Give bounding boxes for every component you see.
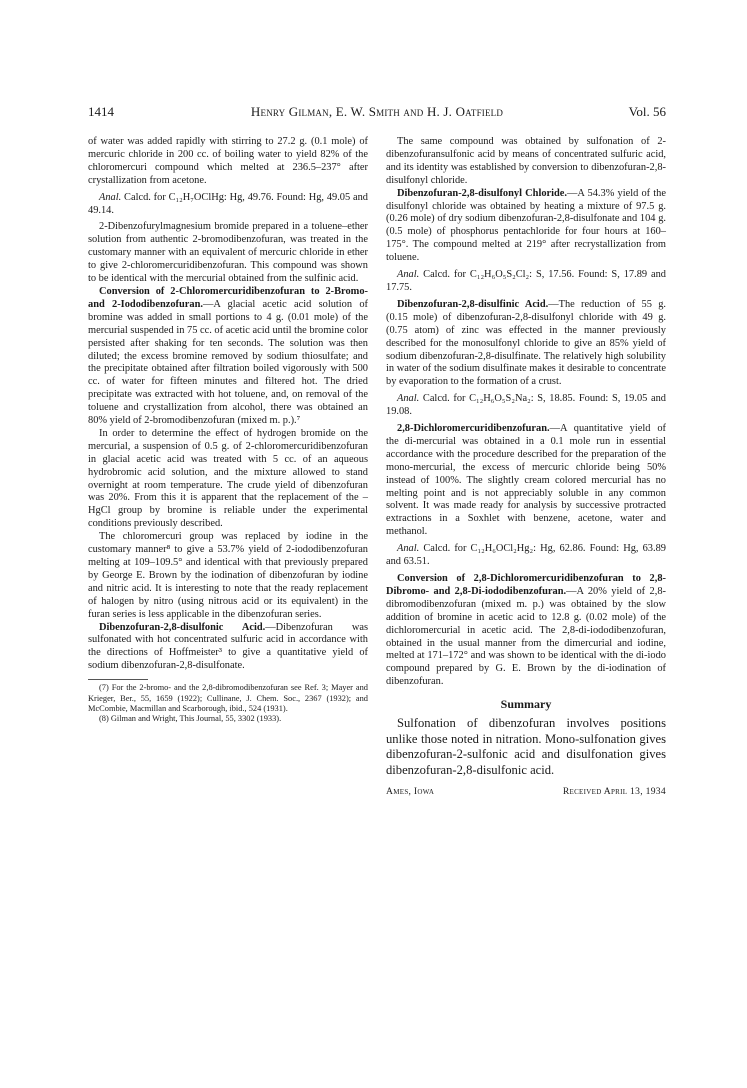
footnote-7: (7) For the 2-bromo- and the 2,8-dibromodibenzofuran see Ref. 3; Mayer and Krieger, Ber., 55, 1659 (1922); Cullinane, J. Chem. Soc., 2367 (1932); and McCombie, Macmillan and Scarborough, ibid., 524 (1931). bbox=[88, 683, 368, 713]
section-paragraph bbox=[386, 299, 666, 389]
paragraph: 2-Dibenzofurylmagnesium bromide prepared in a toluene–ether solution from authentic 2-bromodibenzofuran, was treated in the customary manner with an equivalent of mercuric chloride in ether to give 2-chloromercuridibenzofuran. This compound was shown to be identical with the mercurial obtained from the sulfinic acid. bbox=[88, 221, 368, 285]
paragraph: The chloromercuri group was replaced by iodine in the customary manner⁸ to give a 53.7% yield of 2-iododibenzofuran melting at 109–109.5° and identical with that previously prepared by George E. Brown by the iodination of dibenzofuran by iodine and nitric acid. It is interesting to note that the ready replacement of halogen by nitro (using nitrous acid or its equivalent) in the furan series is less applicable in the dibenzofuran series. bbox=[88, 531, 368, 620]
running-head-authors: Henry Gilman, E. W. Smith and H. J. Oatfield bbox=[250, 104, 504, 119]
left-column bbox=[88, 136, 368, 725]
section-heading: Conversion of 2-Chloromercuridibenzofuran to 2-Bromo- and 2-Iododibenzofuran. bbox=[88, 285, 368, 310]
summary-text: Sulfonation of dibenzofuran involves positions unlike those noted in nitration. Mono-sulfonation gives dibenzofuran-2-sulfonic acid and disulfonation gives dibenzofuran-2,8-disulfonic acid. bbox=[386, 716, 666, 777]
running-header bbox=[88, 104, 666, 120]
section-text: —A 20% yield of 2,8-dibromodibenzofuran (mixed m. p.) was obtained by the slow addition of bromine in acetic acid to 12.8 g. (0.02 mole) of the dichloromercurial in acetic acid. The 2,8-di-iododibenzofuran, obtained in the usual manner from the dimercurial and iodine, melted at 171–172° and was shown to be identical with the di-iodo compound prepared by G. E. Brown by the di-iodination of dibenzofuran. bbox=[386, 585, 667, 688]
analysis-text: Calcd. for C₁₂H₆O₅S₂Cl₂: S, 17.56. Found: S, 17.89 and 17.75. bbox=[386, 269, 666, 293]
section-heading: Dibenzofuran-2,8-disulfonyl Chloride. bbox=[397, 187, 568, 199]
article-footer bbox=[386, 786, 666, 799]
paragraph: The same compound was obtained by sulfonation of 2-dibenzofuransulfonic acid by means of concentrated sulfuric acid, and its identity was established by conversion to dibenzofuran-2,8-disulfonyl chloride. bbox=[386, 136, 666, 186]
analysis-paragraph bbox=[386, 269, 666, 295]
volume-number: Vol. 56 bbox=[628, 104, 666, 119]
analysis-paragraph bbox=[88, 192, 368, 218]
summary-heading: Summary bbox=[500, 697, 552, 712]
section-text: —Dibenzofuran was sulfonated with hot concentrated sulfuric acid in accordance with the directions of Hoffmeister³ to give a quantitative yield of sodium dibenzofuran-2,8-disulfonate. bbox=[88, 621, 368, 672]
location: Ames, Iowa bbox=[386, 786, 435, 798]
footnote-8: (8) Gilman and Wright, This Journal, 55, 3302 (1933). bbox=[99, 714, 282, 724]
section-heading: Dibenzofuran-2,8-disulfonic Acid. bbox=[99, 621, 266, 633]
section-heading: 2,8-Dichloromercuridibenzofuran. bbox=[397, 423, 550, 435]
section-paragraph bbox=[386, 573, 666, 689]
section-text: —A 54.3% yield of the disulfonyl chloride was obtained by heating a mixture of 97.5 g. (0.26 mole) of dry sodium dibenzofuran-2,8-disulfonate and 104 g. (0.5 mole) of phosphorus pentachloride for four hours at 160–175°. The compound melted at 219° after recrystallization from toluene. bbox=[386, 187, 666, 264]
analysis-paragraph bbox=[386, 393, 666, 419]
section-heading: Conversion of 2,8-Dichloromercuridibenzofuran to 2,8-Dibromo- and 2,8-Di-iododibenzofuran. bbox=[386, 573, 666, 597]
section-text: —The reduction of 55 g. (0.15 mole) of dibenzofuran-2,8-disulfonyl chloride with 49 g. (0.75 atom) of zinc was effected in the manner previously described for the monosulfonyl chloride to give an 85% yield of sodium dibenzofuran-2,8-disulfinate. The relatively high solubility in water of the sodium disulfinate makes it desirable to concentrate by evaporation to the formation of a crust. bbox=[386, 298, 666, 388]
paragraph: of water was added rapidly with stirring to 27.2 g. (0.1 mole) of mercuric chloride in 200 cc. of boiling water to yield 82% of the chloromercuri compound which melted at 236.5–237° after crystallization from acetone. bbox=[88, 136, 368, 186]
section-heading: Dibenzofuran-2,8-disulfinic Acid. bbox=[397, 298, 549, 310]
section-paragraph bbox=[88, 622, 368, 674]
section-text: —A glacial acetic acid solution of bromine was added in small portions to 4 g. (0.01 mole) of the mercurial suspended in 75 cc. of acetic acid until the bromine color persisted after shaking for ten seconds. The solution was then diluted; the excess bromine removed by sodium thiosulfate; and the precipitate obtained after filtration boiled vigorously with 500 cc. of water for fifteen minutes and filtered hot. The dried precipitate was extracted with hot toluene, and, on removal of the toluene and crystallization from alcohol, there was obtained an 80% yield of 2-bromodibenzofuran (mixed m. p.).⁷ bbox=[88, 298, 368, 427]
analysis-text: Calcd. for C₁₂H₆OCl₂Hg₂: Hg, 62.86. Found: Hg, 63.89 and 63.51. bbox=[386, 543, 666, 568]
section-paragraph bbox=[88, 286, 368, 428]
footnotes bbox=[88, 683, 368, 725]
right-column bbox=[386, 136, 666, 799]
footnote-rule bbox=[88, 679, 148, 680]
section-paragraph bbox=[386, 423, 666, 539]
anal-label: Anal. bbox=[397, 269, 420, 281]
analysis-text: Calcd. for C₁₂H₇OClHg: Hg, 49.76. Found: Hg, 49.05 and 49.14. bbox=[88, 191, 368, 216]
page-number: 1414 bbox=[88, 104, 114, 119]
anal-label: Anal. bbox=[99, 191, 122, 203]
paragraph: In order to determine the effect of hydrogen bromide on the mercurial, a suspension of 0.5 g. of 2-chloromercuridibenzofuran in glacial acetic acid was treated with 5 cc. of an aqueous hydrobromic acid solution, and the mixture allowed to stand overnight at room temperature. The crude yield of dibenzofuran was 20%. From this it is apparent that the replacement of the –HgCl group by bromine is reliable under the experimental conditions previously described. bbox=[88, 427, 368, 530]
received-date: Received April 13, 1934 bbox=[562, 786, 666, 798]
analysis-paragraph bbox=[386, 543, 666, 569]
anal-label: Anal. bbox=[397, 393, 420, 405]
anal-label: Anal. bbox=[397, 543, 420, 555]
analysis-text: Calcd. for C₁₂H₆O₅S₂Na₂: S, 18.85. Found: S, 19.05 and 19.08. bbox=[386, 393, 666, 418]
section-text: —A quantitative yield of the di-mercurial was obtained in a 0.1 mole run in essential accordance with the procedure described for the preparation of the mono-mercurial, the excess of mercuric chloride being 50% instead of 100%. The slightly cream colored mercurial has no melting point and is not appreciably soluble in any common solvent. It was made ready for analysis by successive protracted extractions in a Soxhlet with benzene, acetone, water and methanol. bbox=[386, 423, 666, 538]
section-paragraph bbox=[386, 188, 666, 265]
